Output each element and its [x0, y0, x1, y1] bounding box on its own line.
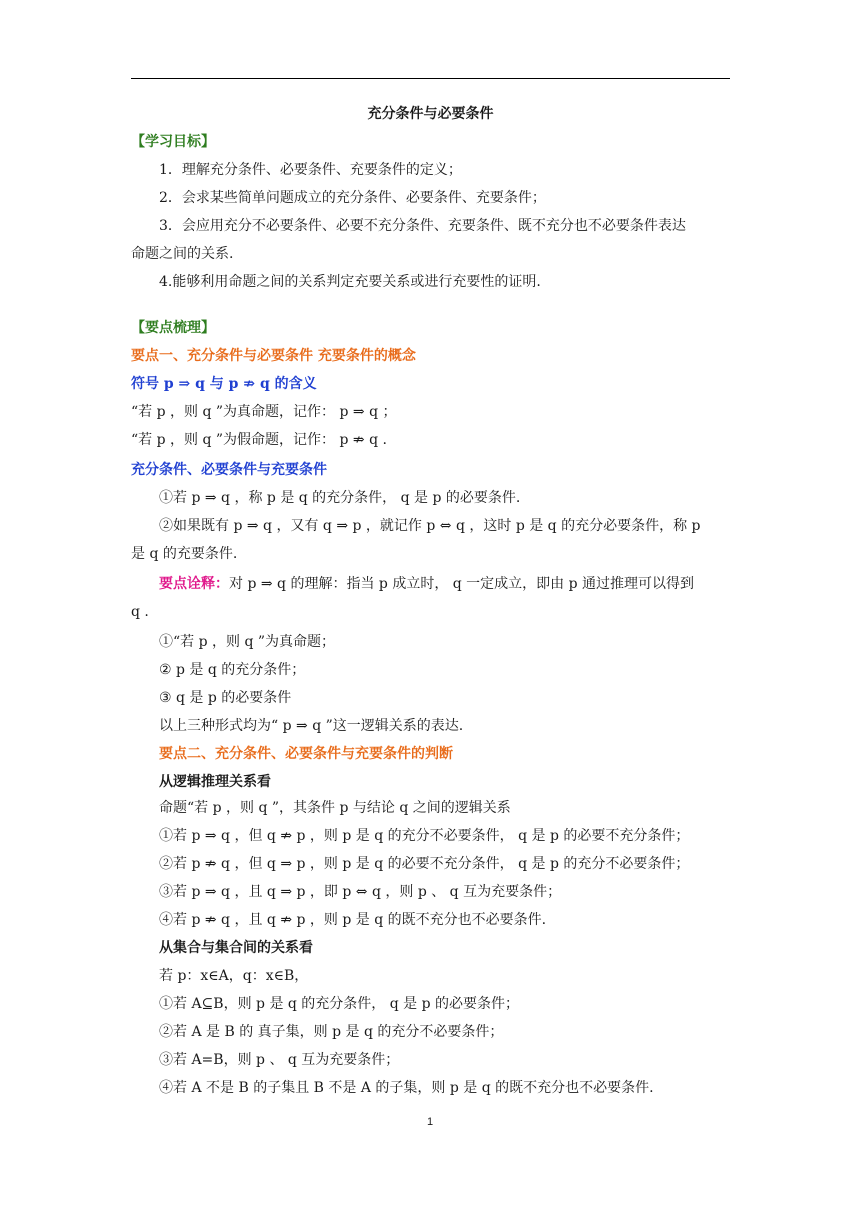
symbol-line: “若 p ，则 q ”为假命题，记作： p ⇏ q . — [131, 432, 387, 448]
logic-item: ④若 p ⇏ q ，且 q ⇏ p ，则 p 是 q 的既不充分也不必要条件. — [159, 912, 547, 928]
goal-item: 3．会应用充分不必要条件、必要不充分条件、充要条件、既不充分也不必要条件表达 — [159, 218, 686, 234]
note-label: 要点诠释： — [159, 576, 229, 592]
set-intro: 若 p：x∈A，q：x∈B， — [159, 968, 309, 984]
form-item: ①“若 p ，则 q ”为真命题； — [159, 634, 336, 650]
point2-heading: 要点二、充分条件、必要条件与充要条件的判断 — [159, 746, 453, 762]
goals-heading: 【学习目标】 — [131, 134, 215, 150]
set-heading: 从集合与集合间的关系看 — [159, 940, 313, 956]
point1-heading: 要点一、充分条件与必要条件 充要条件的概念 — [131, 348, 416, 364]
set-item: ③若 A=B，则 p 、 q 互为充要条件； — [159, 1052, 400, 1068]
set-item: ④若 A 不是 B 的子集且 B 不是 A 的子集，则 p 是 q 的既不充分也不必要条件. — [159, 1080, 654, 1096]
conditions-heading: 充分条件、必要条件与充要条件 — [131, 462, 327, 478]
logic-item: ②若 p ⇏ q ，但 q ⇒ p ，则 p 是 q 的必要不充分条件， q 是 p 的充分不必要条件； — [159, 856, 690, 872]
logic-heading: 从逻辑推理关系看 — [159, 774, 271, 790]
set-item: ①若 A⊆B，则 p 是 q 的充分条件， q 是 p 的必要条件； — [159, 996, 520, 1012]
forms-summary: 以上三种形式均为“ p ⇒ q ”这一逻辑关系的表达. — [159, 718, 464, 734]
goal-item: 2．会求某些简单问题成立的充分条件、必要条件、充要条件； — [159, 190, 546, 206]
form-item: ② p 是 q 的充分条件； — [159, 662, 306, 678]
form-item: ③ q 是 p 的必要条件 — [159, 690, 292, 706]
goal-item: 1．理解充分条件、必要条件、充要条件的定义； — [159, 162, 462, 178]
note-line — [159, 574, 694, 594]
set-item: ②若 A 是 B 的 真子集，则 p 是 q 的充分不必要条件； — [159, 1024, 504, 1040]
logic-item: ③若 p ⇒ q ，且 q ⇒ p ，即 p ⇔ q ，则 p 、 q 互为充要条件； — [159, 884, 562, 900]
points-heading: 【要点梳理】 — [131, 320, 215, 336]
page-number: 1 — [426, 1116, 434, 1128]
goal-item-cont: 命题之间的关系. — [131, 246, 234, 262]
definition-1: ①若 p ⇒ q ，称 p 是 q 的充分条件， q 是 p 的必要条件. — [159, 490, 521, 506]
doc-title: 充分条件与必要条件 — [367, 106, 494, 122]
note-cont: q . — [131, 604, 149, 620]
symbol-line: “若 p ，则 q ”为真命题，记作： p ⇒ q ； — [131, 404, 397, 420]
symbol-heading: 符号 p ⇒ q 与 p ⇏ q 的含义 — [131, 376, 317, 392]
goal-item: 4.能够利用命题之间的关系判定充要关系或进行充要性的证明. — [159, 274, 541, 290]
logic-item: ①若 p ⇒ q ，但 q ⇏ p ，则 p 是 q 的充分不必要条件， q 是 p 的必要不充分条件； — [159, 828, 690, 844]
header-rule — [131, 78, 730, 79]
note-text: 对 p ⇒ q 的理解：指当 p 成立时， q 一定成立，即由 p 通过推理可以得到 — [229, 576, 695, 592]
definition-2: ②如果既有 p ⇒ q ，又有 q ⇒ p ，就记作 p ⇔ q ，这时 p 是 q 的充分必要条件，称 p — [159, 518, 701, 534]
logic-intro: 命题“若 p ，则 q ”，其条件 p 与结论 q 之间的逻辑关系 — [159, 800, 511, 816]
definition-2-cont: 是 q 的充要条件. — [131, 546, 238, 562]
